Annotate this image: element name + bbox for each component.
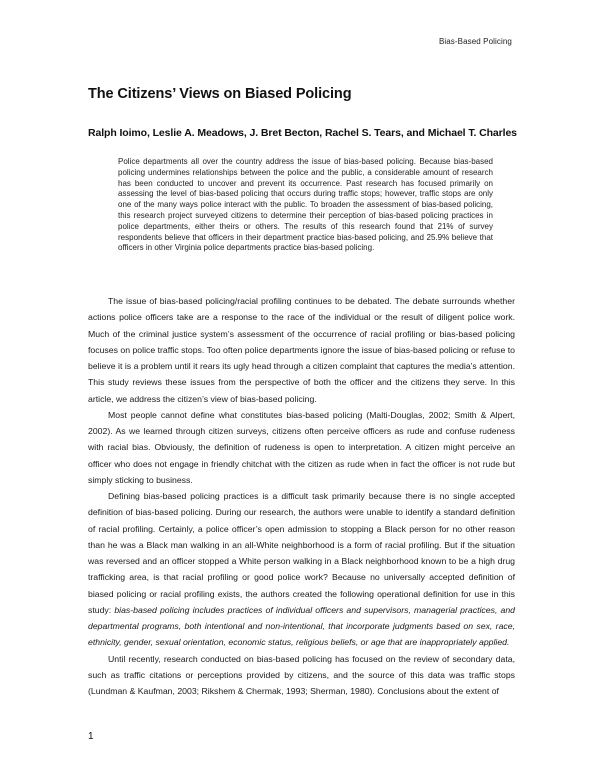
body-paragraph-3-text: Defining bias-based policing practices is a difficult task primarily because there is no single accepted definition of bias-based policing. During our research, the authors were unable to identify a standard definition of racial profiling. Certainly, a police officer’s open admission to stopping a Black person for no other reason than he was a Black man walking in an all-White neighborhood is a form of racial profiling. But if the situation was reversed and an officer stopped a White person walking in a Black neighborhood known to be a high drug trafficking area, is that racial profiling or good police work? Because no universally accepted definition of biased policing or racial profiling exists, the authors created the following operational definition for use in this study: bbox=[88, 491, 515, 615]
page-number: 1 bbox=[88, 731, 94, 742]
article-title: The Citizens’ Views on Biased Policing bbox=[88, 86, 352, 102]
running-head: Bias-Based Policing bbox=[438, 37, 512, 46]
body-paragraph-1: The issue of bias-based policing/racial profiling continues to be debated. The debate surrounds whether actions police officers take are a response to the race of the individual or the result of diligent police work. Much of the criminal justice system’s assessment of the occurrence of racial profiling or bias-based policing focuses on police traffic stops. Too often police departments ignore the issue of bias-based policing or refuse to believe it is a problem until it rears its ugly head through a citizen complaint that captures the media’s attention. This study reviews these issues from the perspective of both the officer and the citizens they serve. In this article, we address the citizen’s view of bias-based policing. bbox=[88, 296, 515, 404]
abstract: Police departments all over the country address the issue of bias-based policing. Because bias-based policing undermines relationships between the police and the public, a considerable amount of research has been conducted to uncover and prevent its occurrence. Past research has focused primarily on assessing the level of bias-based policing that occurs during traffic stops; however, traffic stops are only one of the many ways police interact with the public. To broaden the assessment of bias-based policing, this research project surveyed citizens to determine their perception of bias-based policing practices in police departments, either theirs or others. The results of this research found that 21% of survey respondents believe that officers in their department practice bias-based policing, and 25.9% believe that officers in other Virginia police departments practice bias-based policing. bbox=[118, 157, 493, 253]
body-paragraph-4: Until recently, research conducted on bias-based policing has focused on the review of secondary data, such as traffic citations or perceptions provided by citizens, and the source of this data was traffic stops (Lundman & Kaufman, 2003; Rikshem & Chermak, 1993; Sherman, 1980). Conclusions about the extent of bbox=[88, 653, 515, 696]
body-paragraph-2: Most people cannot define what constitutes bias-based policing (Malti-Douglas, 2002; Smith & Alpert, 2002). As we learned through citizen surveys, citizens often perceive officers as rude and confuse rudeness with racial bias. Obviously, the definition of rudeness is open to interpretation. A citizen might perceive an officer who does not engage in friendly chitchat with the citizen as rude when in fact the officer is not rude but simply sticking to business. bbox=[88, 409, 515, 485]
article-body bbox=[88, 293, 515, 699]
author-list: Ralph Ioimo, Leslie A. Meadows, J. Bret Becton, Rachel S. Tears, and Michael T. Charles bbox=[88, 127, 517, 139]
operational-definition: bias-based policing includes practices of individual officers and supervisors, managerial practices, and departmental programs, both intentional and non-intentional, that incorporate judgments based on sex, race, ethnicity, gender, sexual orientation, economic status, religious beliefs, or age that are inappropriately applied. bbox=[88, 604, 515, 648]
body-paragraph-3 bbox=[88, 488, 515, 651]
